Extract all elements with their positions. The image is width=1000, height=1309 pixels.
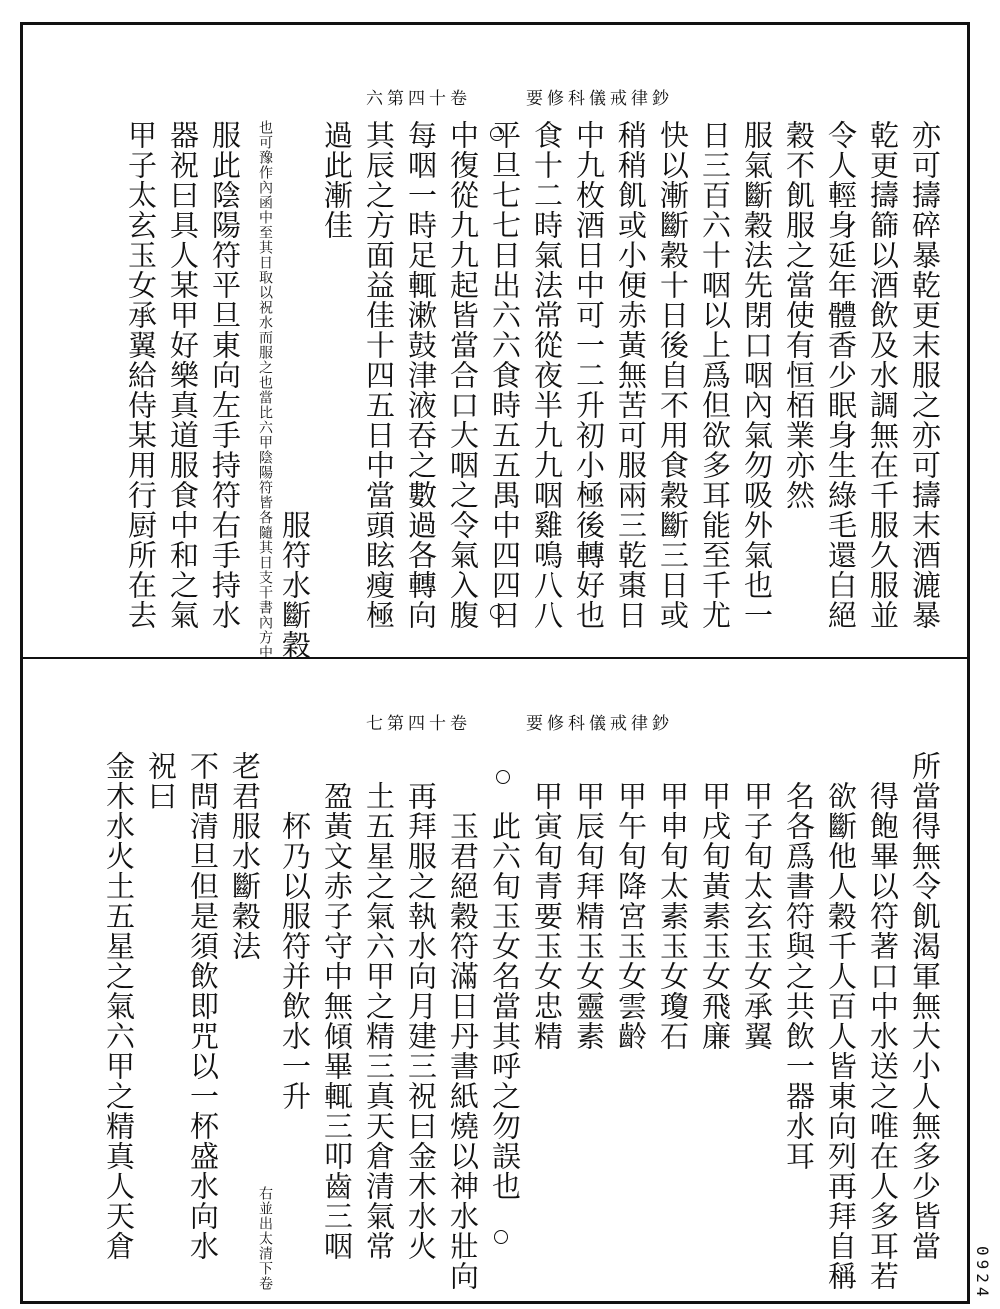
- text-column: 再拜服之執水向月建三祝曰金木水火: [404, 781, 438, 1261]
- text-column: 平旦七七日出六六食時五五禺中四四日: [488, 120, 522, 630]
- text-column: 食十二時氣法常從夜半九九咽雞鳴八八: [530, 120, 564, 630]
- text-column: 甲子太玄玉女承翼給侍某用行厨所在去: [124, 120, 158, 630]
- text-column: 甲午旬降宮玉女雲齡: [614, 781, 648, 1051]
- text-column: 土五星之氣六甲之精三真天倉清氣常: [362, 781, 396, 1261]
- text-column: 穀不飢服之當使有恒栢業亦然: [782, 120, 816, 510]
- text-column: 其辰之方面益佳十四五日中當頭眩瘦極: [362, 120, 396, 630]
- text-column: 器祝曰具人某甲好樂真道服食中和之氣: [166, 120, 200, 630]
- annotated-column: [257, 751, 316, 1291]
- bottom-header: [366, 709, 736, 735]
- top-header: [366, 84, 736, 110]
- top-header-title: 要修科儀戒律鈔: [526, 89, 673, 109]
- text-column: 杯乃以服符并飲水一升: [278, 811, 312, 1111]
- text-column: 甲寅旬青要玉女忠精: [530, 781, 564, 1051]
- text-column: 中復從九九起皆當合口大咽之令氣入腹: [446, 120, 480, 630]
- text-column: 欲斷他人穀千人百人皆東向列再拜自稱: [824, 781, 858, 1291]
- text-column: 每咽一時足輒漱鼓津液吞之數過各轉向: [404, 120, 438, 630]
- page-number: 0924: [973, 1246, 992, 1301]
- text-column: 令人輕身延年體香少眠身生綠毛還白絕: [824, 120, 858, 630]
- circle-mark: [494, 1230, 508, 1244]
- top-text-columns: [120, 120, 946, 660]
- text-column: 甲子旬太玄玉女承翼: [740, 781, 774, 1051]
- bottom-header-volume: 七第四十卷: [366, 714, 471, 734]
- note-heading: 服符水斷穀: [278, 510, 312, 660]
- inline-note-text: 右並出太清下卷: [257, 1186, 273, 1291]
- text-column: 服氣斷穀法先閉口咽內氣勿吸外氣也一: [740, 120, 774, 630]
- text-column: 中九枚酒日中可一二升初小極後轉好也: [572, 120, 606, 630]
- text-column: 甲申旬太素玉女瓊石: [656, 781, 690, 1051]
- inline-note: [256, 811, 274, 1291]
- note-annotation-left: 也可豫作內函中至其日取以祝水而服之也: [257, 120, 273, 390]
- annotated-column: [246, 120, 316, 660]
- circle-mark: [490, 605, 504, 619]
- text-column: 玉君絕穀符滿日丹書紙燒以神水壯向: [446, 811, 480, 1291]
- text-column: 過此漸佳: [320, 120, 354, 240]
- note-annotation: [256, 120, 274, 660]
- bottom-header-title: 要修科儀戒律鈔: [526, 714, 673, 734]
- text-column: 名各爲書符與之共飲一器水耳: [782, 781, 816, 1171]
- text-column: 快以漸斷穀十日後自不用食穀斷三日或: [656, 120, 690, 630]
- top-page: [26, 89, 964, 660]
- text-column: 乾更擣篩以酒飲及水調無在千服久服並: [866, 120, 900, 630]
- text-column: 祝曰: [144, 751, 178, 811]
- circle-mark: [490, 127, 504, 141]
- text-column: 金木水火土五星之氣六甲之精真人天倉: [102, 751, 136, 1261]
- top-header-volume: 六第四十卷: [366, 89, 471, 109]
- text-column: 盈黃文赤子守中無傾畢輒三叩齒三咽: [320, 781, 354, 1261]
- text-column: 甲辰旬拜精玉女靈素: [572, 781, 606, 1051]
- circle-mark: [496, 770, 510, 784]
- text-column: 此六旬玉女名當其呼之勿誤也: [488, 811, 522, 1201]
- text-column: 甲戌旬黃素玉女飛廉: [698, 781, 732, 1051]
- note-annotation-right: 當比六甲陰陽符皆各隨其日支干書內方中: [257, 390, 273, 660]
- text-column: 所當得無令飢渴軍無大小人無多少皆當: [908, 751, 942, 1261]
- text-column: 不問清旦但是須飲即咒以一杯盛水向水: [186, 751, 220, 1261]
- text-column: 日三百六十咽以上爲但欲多耳能至千尤: [698, 120, 732, 630]
- text-column: 得飽畢以符著口中水送之唯在人多耳若: [866, 781, 900, 1291]
- bottom-page: [26, 715, 964, 1295]
- text-column: 稍稍飢或小便赤黃無苦可服兩三乾棗日: [614, 120, 648, 630]
- text-column: 亦可擣碎暴乾更末服之亦可擣末酒漉暴: [908, 120, 942, 630]
- text-column: 老君服水斷穀法: [228, 751, 262, 961]
- bottom-text-columns: [98, 751, 946, 1291]
- text-column: 服此陰陽符平旦東向左手持符右手持水: [208, 120, 242, 630]
